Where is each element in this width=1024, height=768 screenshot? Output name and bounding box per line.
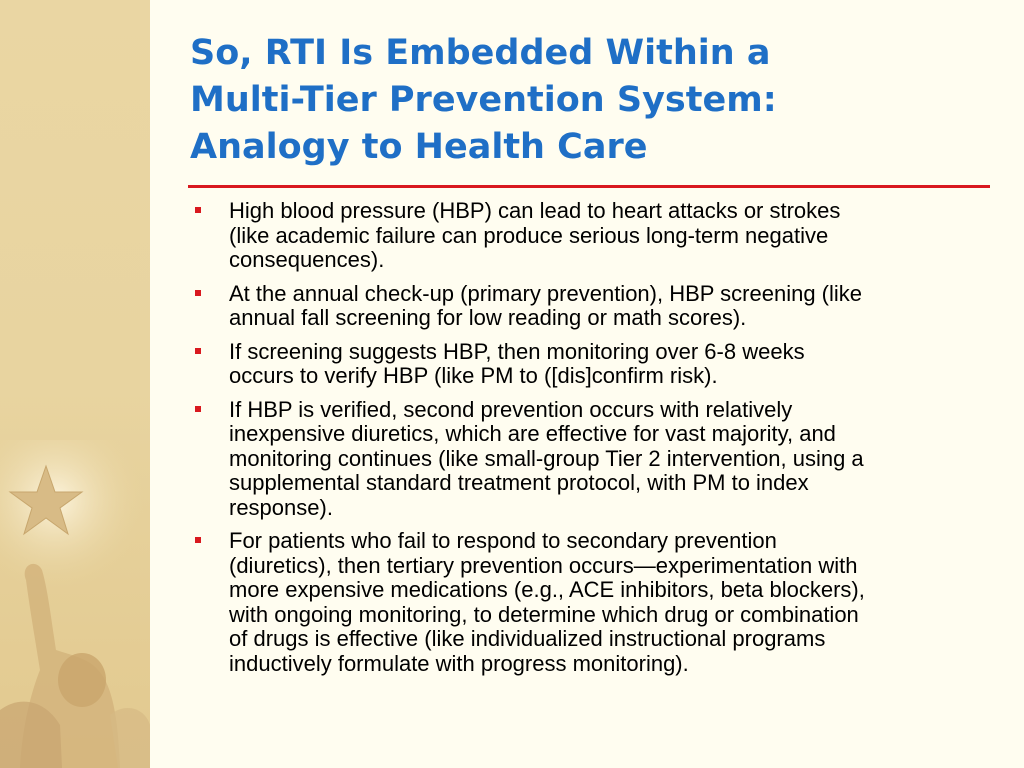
square-bullet-icon	[195, 348, 201, 354]
bullet-text-line: response).	[229, 494, 333, 520]
bullet-text-line: At the annual check-up (primary prevention), HBP screening (like	[229, 280, 863, 306]
title-line: Multi-Tier Prevention System:	[190, 80, 777, 120]
bullet-text-line: annual fall screening for low reading or math scores).	[229, 305, 747, 330]
square-bullet-icon	[195, 537, 201, 543]
bullet-text-line: consequences).	[229, 247, 385, 272]
side-panel	[0, 0, 150, 768]
bullet-text-line: High blood pressure (HBP) can lead to heart attacks or strokes	[229, 198, 841, 223]
bullet-item	[188, 340, 988, 389]
bullet-text-line: For patients who fail to respond to secondary prevention	[229, 528, 777, 553]
bullet-text-line: inductively formulate with progress monitoring).	[229, 650, 689, 676]
bullet-item	[188, 282, 988, 331]
bullet-text-line: inexpensive diuretics, which are effective for vast majority, and	[229, 421, 836, 446]
title-divider	[188, 185, 990, 188]
bullet-text-line: more expensive medications (e.g., ACE inhibitors, beta blockers),	[229, 577, 865, 602]
title-line: So, RTI Is Embedded Within a	[190, 33, 771, 73]
bullet-list	[188, 199, 988, 685]
bullet-text-line: (diuretics), then tertiary prevention occurs—experimentation with	[229, 552, 858, 578]
bullet-text-line: If screening suggests HBP, then monitoring over 6-8 weeks	[229, 338, 805, 364]
star-and-child-photo	[0, 440, 150, 768]
bullet-text-line: with ongoing monitoring, to determine which drug or combination	[229, 601, 859, 627]
bullet-text-line: (like academic failure can produce serious long-term negative	[229, 222, 829, 248]
bullet-item	[188, 398, 988, 521]
bullet-text-line: supplemental standard treatment protocol, with PM to index	[229, 470, 809, 495]
bullet-item	[188, 529, 988, 676]
bullet-text-line: of drugs is effective (like individualized instructional programs	[229, 626, 826, 651]
slide-title	[190, 30, 1000, 171]
bullet-item	[188, 199, 988, 273]
square-bullet-icon	[195, 207, 201, 213]
bullet-text-line: occurs to verify HBP (like PM to ([dis]confirm risk).	[229, 363, 718, 388]
bullet-text-line: monitoring continues (like small-group Tier 2 intervention, using a	[229, 445, 864, 471]
title-line: Analogy to Health Care	[190, 127, 648, 167]
bullet-text-line: If HBP is verified, second prevention occurs with relatively	[229, 396, 793, 422]
square-bullet-icon	[195, 290, 201, 296]
square-bullet-icon	[195, 406, 201, 412]
